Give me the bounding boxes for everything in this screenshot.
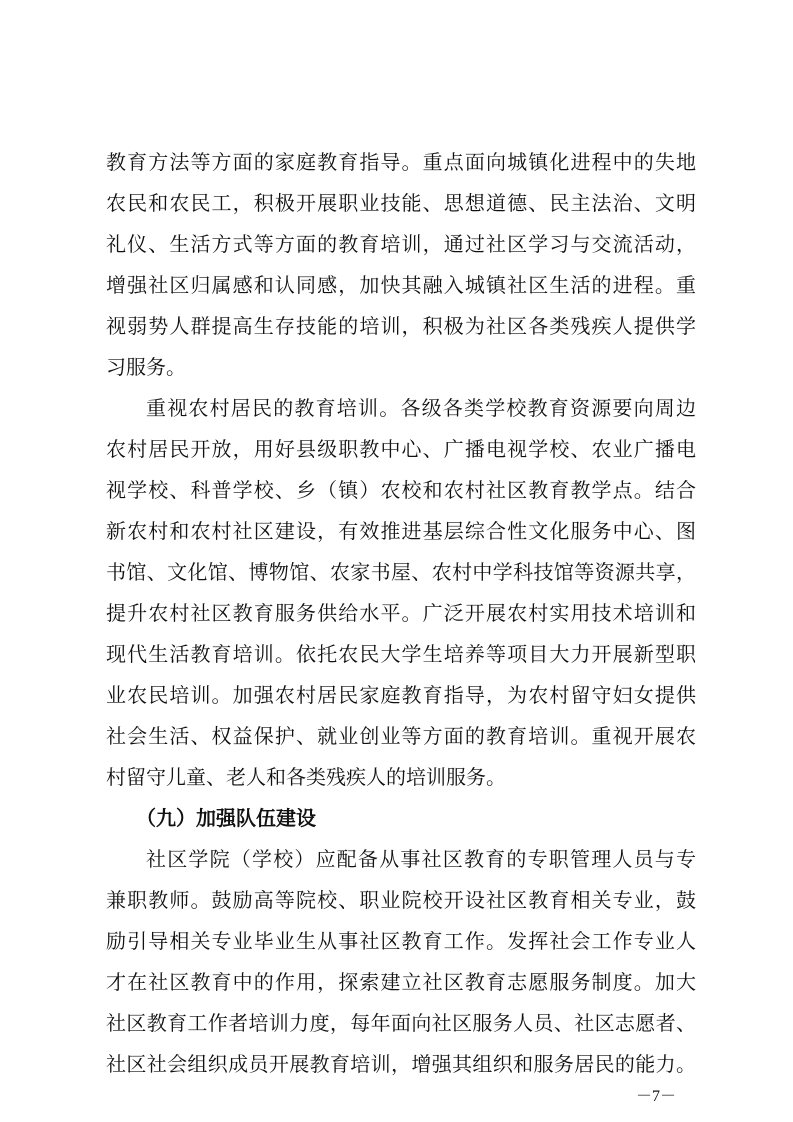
paragraph-3-line-5: 社区教育工作者培训力度，每年面向社区服务人员、社区志愿者、: [106, 1011, 696, 1035]
paragraph-2-line-8: 业农民培训。加强农村居民家庭教育指导，为农村留守妇女提供: [106, 683, 696, 707]
paragraph-2-line-1: 重视农村居民的教育培训。各级各类学校教育资源要向周边: [146, 396, 696, 420]
paragraph-3-line-6: 社区社会组织成员开展教育培训，增强其组织和服务居民的能力。: [106, 1052, 696, 1076]
paragraph-2-line-2: 农村居民开放，用好县级职教中心、广播电视学校、农业广播电: [106, 437, 696, 461]
paragraph-2-line-7: 现代生活教育培训。依托农民大学生培养等项目大力开展新型职: [106, 642, 696, 666]
paragraph-3-line-4: 才在社区教育中的作用，探索建立社区教育志愿服务制度。加大: [106, 970, 696, 994]
paragraph-2-line-10: 村留守儿童、老人和各类残疾人的培训服务。: [106, 765, 506, 789]
paragraph-2-line-6: 提升农村社区教育服务供给水平。广泛开展农村实用技术培训和: [106, 601, 696, 625]
paragraph-1-line-5: 视弱势人群提高生存技能的培训，积极为社区各类残疾人提供学: [106, 314, 696, 338]
paragraph-3-line-3: 励引导相关专业毕业生从事社区教育工作。发挥社会工作专业人: [106, 929, 696, 953]
paragraph-2-line-4: 新农村和农村社区建设，有效推进基层综合性文化服务中心、图: [106, 519, 696, 543]
paragraph-3-line-1: 社区学院（学校）应配备从事社区教育的专职管理人员与专: [146, 847, 696, 871]
paragraph-1-line-4: 增强社区归属感和认同感，加快其融入城镇社区生活的进程。重: [106, 273, 696, 297]
paragraph-1-line-6: 习服务。: [106, 355, 186, 379]
paragraph-2-line-5: 书馆、文化馆、博物馆、农家书屋、农村中学科技馆等资源共享，: [106, 560, 696, 584]
paragraph-3-line-2: 兼职教师。鼓励高等院校、职业院校开设社区教育相关专业，鼓: [106, 888, 696, 912]
paragraph-1-line-3: 礼仪、生活方式等方面的教育培训，通过社区学习与交流活动，: [106, 232, 696, 256]
section-heading: （九）加强队伍建设: [136, 806, 316, 830]
paragraph-1-line-2: 农民和农民工，积极开展职业技能、思想道德、民主法治、文明: [106, 191, 696, 215]
paragraph-1-line-1: 教育方法等方面的家庭教育指导。重点面向城镇化进程中的失地: [106, 150, 696, 174]
paragraph-2-line-3: 视学校、科普学校、乡（镇）农校和农村社区教育教学点。结合: [106, 478, 696, 502]
paragraph-2-line-9: 社会生活、权益保护、就业创业等方面的教育培训。重视开展农: [106, 724, 696, 748]
page-number: －7－: [636, 1088, 677, 1105]
